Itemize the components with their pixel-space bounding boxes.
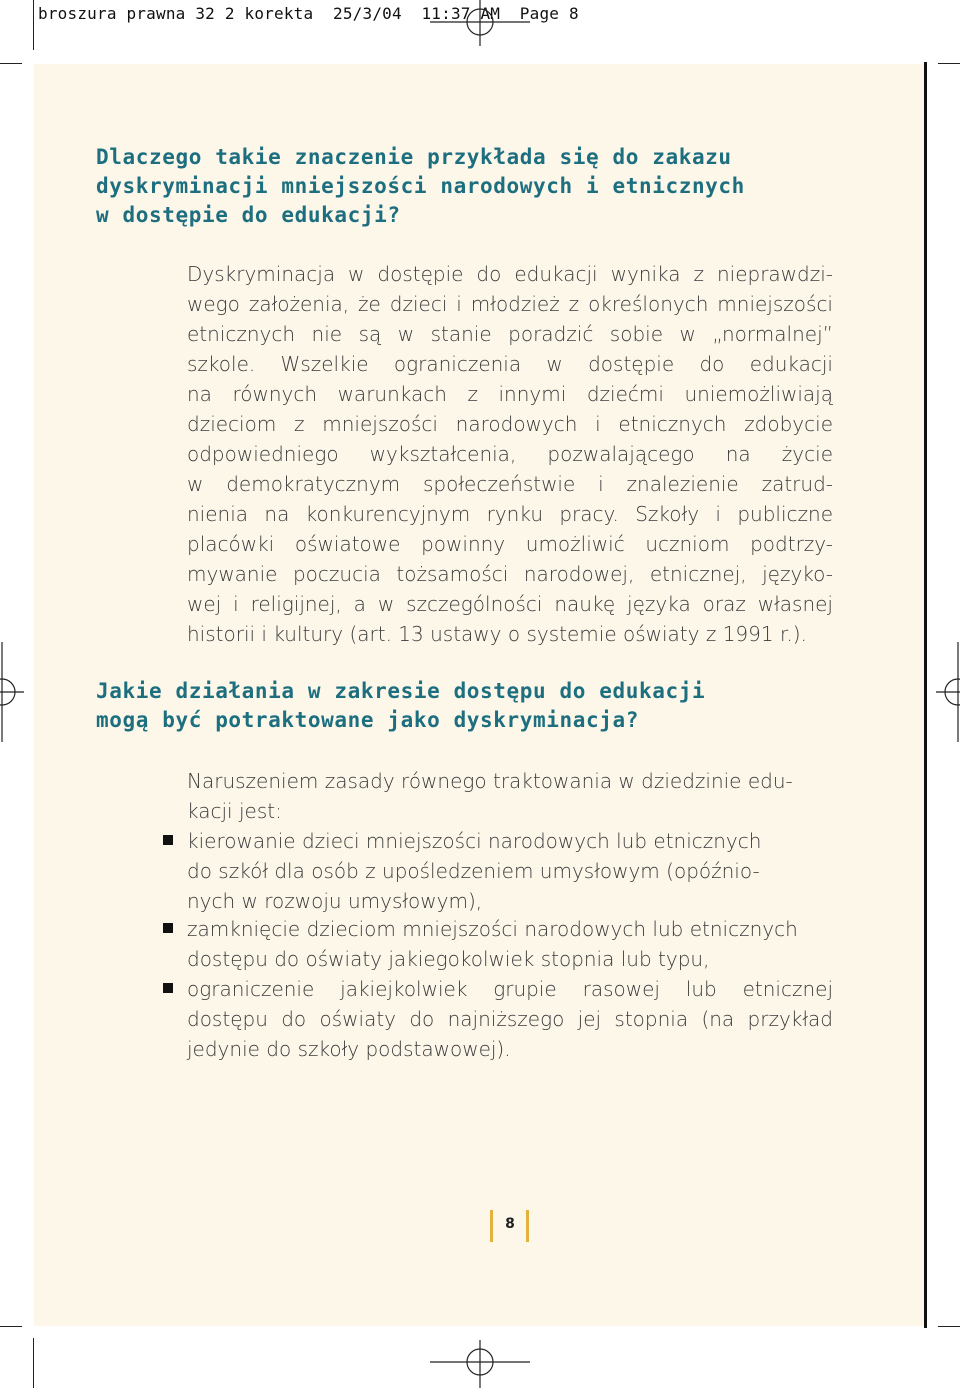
- print-slug: broszura prawna 32 2 korekta 25/3/04 11:37 AM Page 8: [38, 4, 579, 23]
- paragraph-line: Dyskryminacja w dostępie do edukacji wynika z nieprawdzi-: [187, 262, 833, 286]
- paragraph-line: w demokratycznym społeczeństwie i znalezienie zatrud-: [187, 472, 833, 496]
- section-heading-why: [96, 143, 745, 230]
- paragraph-discrimination: [187, 259, 833, 649]
- intro-line: kacji jest:: [187, 799, 282, 823]
- heading-line: Jakie działania w zakresie dostępu do edukacji: [96, 679, 706, 703]
- paragraph-line: wego założenia, że dzieci i młodzież z określonych mniejszości: [187, 292, 833, 316]
- crop-mark-top-right-h: [938, 63, 960, 64]
- registration-mark-right: [930, 642, 960, 742]
- heading-line: Dlaczego takie znaczenie przykłada się do zakazu: [96, 145, 732, 169]
- heading-line: w dostępie do edukacji?: [96, 203, 401, 227]
- intro-paragraph: [187, 766, 833, 826]
- list-item-line: dostępu do oświaty jakiegokolwiek stopnia lub typu,: [187, 947, 710, 971]
- paragraph-line: na równych warunkach z innymi dziećmi uniemożliwiają: [187, 382, 833, 406]
- list-item-line: dostępu do oświaty do najniższego jej stopnia (na przykład: [187, 1007, 833, 1031]
- bullet-marker: [163, 983, 173, 993]
- paragraph-line: placówki oświatowe powinny umożliwić uczniom podtrzy-: [187, 532, 833, 556]
- paragraph-line: wej i religijnej, a w szczególności naukę języka oraz własnej: [187, 592, 833, 616]
- list-item: [187, 974, 833, 1064]
- crop-mark-top-left: [33, 0, 34, 50]
- list-item-line: nych w rozwoju umysłowym),: [187, 889, 483, 913]
- list-item: [187, 914, 833, 974]
- paragraph-line: odpowiedniego wykształcenia, pozwalającego na życie: [187, 442, 833, 466]
- heading-line: dyskryminacji mniejszości narodowych i etnicznych: [96, 174, 745, 198]
- crop-mark-bottom-left-h: [0, 1326, 22, 1327]
- page-number-bar-right: [526, 1210, 529, 1242]
- heading-line: mogą być potraktowane jako dyskryminacja?: [96, 708, 639, 732]
- section-heading-actions: [96, 677, 705, 735]
- page-edge-rule: [924, 62, 927, 1328]
- list-item-line: zamknięcie dzieciom mniejszości narodowych lub etnicznych: [187, 917, 798, 941]
- list-item-line: ograniczenie jakiejkolwiek grupie rasowej lub etnicznej: [187, 977, 833, 1001]
- page-number: 8: [505, 1216, 515, 1232]
- registration-mark-bottom: [430, 1340, 530, 1388]
- crop-mark-bottom-right-h: [938, 1326, 960, 1327]
- paragraph-line: szkole. Wszelkie ograniczenia w dostępie do edukacji: [187, 352, 833, 376]
- paragraph-line: historii i kultury (art. 13 ustawy o systemie oświaty z 1991 r.).: [187, 622, 807, 646]
- crop-mark-top-left-h: [0, 63, 22, 64]
- intro-line: Naruszeniem zasady równego traktowania w dziedzinie edu-: [187, 769, 793, 793]
- list-item-line: do szkół dla osób z upośledzeniem umysłowym (opóźnio-: [187, 859, 760, 883]
- paragraph-line: dzieciom z mniejszości narodowych i etnicznych zdobycie: [187, 412, 833, 436]
- page-number-block: [490, 1210, 530, 1242]
- list-item-line: jedynie do szkoły podstawowej).: [187, 1037, 511, 1061]
- bullet-marker: [163, 835, 173, 845]
- registration-mark-left: [0, 642, 30, 742]
- bullet-marker: [163, 923, 173, 933]
- list-item: [187, 826, 833, 916]
- paragraph-line: etnicznych nie są w stanie poradzić sobie w „normalnej”: [187, 322, 833, 346]
- crop-mark-bottom-left: [33, 1338, 34, 1388]
- paragraph-line: mywanie poczucia tożsamości narodowej, etnicznej, języko-: [187, 562, 833, 586]
- registration-mark-top: [430, 0, 530, 46]
- paragraph-line: nienia na konkurencyjnym rynku pracy. Szkoły i publiczne: [187, 502, 833, 526]
- list-item-line: kierowanie dzieci mniejszości narodowych lub etnicznych: [187, 829, 762, 853]
